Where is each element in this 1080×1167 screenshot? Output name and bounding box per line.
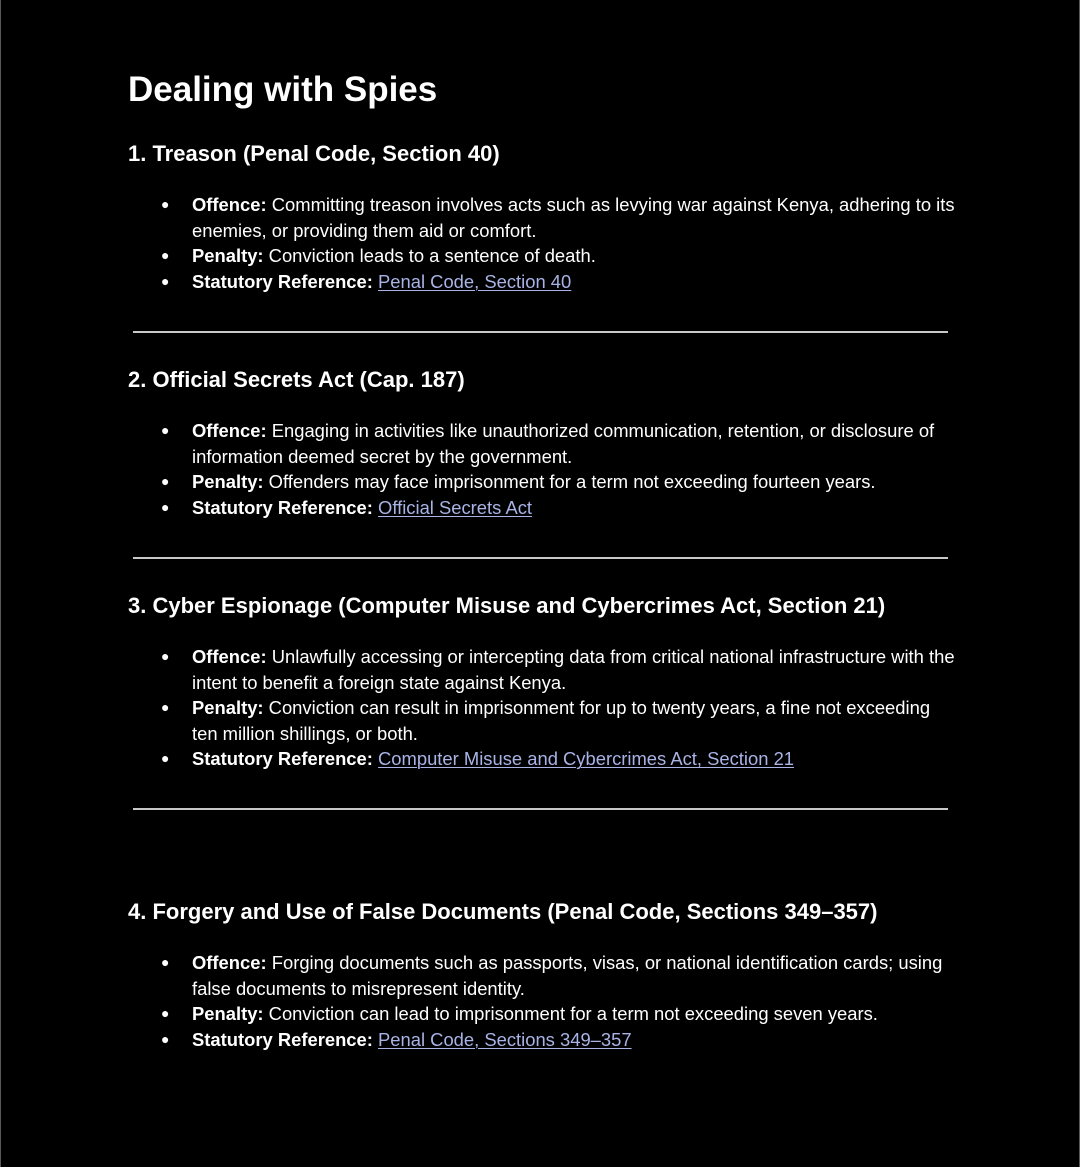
item-text: Conviction can result in imprisonment for up to twenty years, a fine not exceeding ten million shillings, or both. [192,697,931,744]
list-item-penalty [128,469,958,495]
list-item-penalty [128,243,958,269]
list-item-statutory-reference [128,269,958,295]
section-heading: 4. Forgery and Use of False Documents (Penal Code, Sections 349–357) [128,899,878,924]
item-label: Offence: [192,646,267,667]
list-item-penalty [128,1001,958,1027]
bullet-icon: ● [161,699,170,716]
list-item-offence [128,644,958,695]
item-label: Penalty: [192,1003,264,1025]
reference-link[interactable]: Computer Misuse and Cybercrimes Act, Section 21 [378,748,795,770]
bullet-icon: ● [161,954,170,970]
bullet-icon: ● [161,247,170,264]
section-divider [133,808,948,810]
item-label: Penalty: [192,245,264,267]
bullet-icon: ● [161,750,170,767]
bullet-icon: ● [161,648,170,664]
section-list [128,644,958,772]
item-label: Statutory Reference: [192,496,373,518]
item-label: Statutory Reference: [192,748,373,770]
bullet-icon: ● [161,1030,170,1047]
reference-link[interactable]: Penal Code, Sections 349–357 [378,1028,632,1050]
item-label: Statutory Reference: [192,1028,373,1050]
item-label: Offence: [192,420,267,441]
bullet-icon: ● [161,272,170,289]
list-item-penalty [128,695,958,746]
list-item-statutory-reference [128,1027,958,1053]
bullet-icon: ● [161,422,170,438]
item-text: Committing treason involves acts such as levying war against Kenya, adhering to its enemies, or providing them aid or comfort. [192,194,955,241]
list-item-statutory-reference [128,495,958,521]
bullet-icon: ● [161,196,170,212]
item-label: Offence: [192,194,267,215]
section-official-secrets [128,366,958,518]
section-treason [128,140,958,292]
page-title: Dealing with Spies [128,70,438,109]
section-heading: 2. Official Secrets Act (Cap. 187) [128,367,465,392]
list-item-offence [128,192,958,243]
section-heading: 3. Cyber Espionage (Computer Misuse and Cybercrimes Act, Section 21) [128,593,886,618]
item-label: Penalty: [192,471,264,493]
bullet-icon: ● [161,473,170,490]
item-label: Statutory Reference: [192,270,373,292]
item-label: Offence: [192,952,267,973]
bullet-icon: ● [161,498,170,515]
bullet-icon: ● [161,1005,170,1022]
section-list [128,950,958,1052]
item-text: Conviction can lead to imprisonment for a term not exceeding seven years. [268,1003,878,1025]
list-item-offence [128,950,958,1001]
item-text: Conviction leads to a sentence of death. [268,245,596,267]
section-cyber-espionage [128,592,958,770]
item-text: Forging documents such as passports, visas, or national identification cards; using false documents to misrepresent identity. [192,952,943,999]
section-forgery [128,898,958,1050]
section-divider [133,557,948,559]
reference-link[interactable]: Official Secrets Act [378,496,533,518]
list-item-offence [128,418,958,469]
list-item-statutory-reference [128,746,958,772]
item-text: Engaging in activities like unauthorized communication, retention, or disclosure of information deemed secret by the government. [192,420,935,467]
item-text: Unlawfully accessing or intercepting data from critical national infrastructure with the intent to benefit a foreign state against Kenya. [192,646,955,693]
reference-link[interactable]: Penal Code, Section 40 [378,270,572,292]
section-heading: 1. Treason (Penal Code, Section 40) [128,141,500,166]
section-list [128,418,958,520]
item-label: Penalty: [192,697,264,719]
item-text: Offenders may face imprisonment for a term not exceeding fourteen years. [268,471,876,493]
section-divider [133,331,948,333]
section-list [128,192,958,294]
